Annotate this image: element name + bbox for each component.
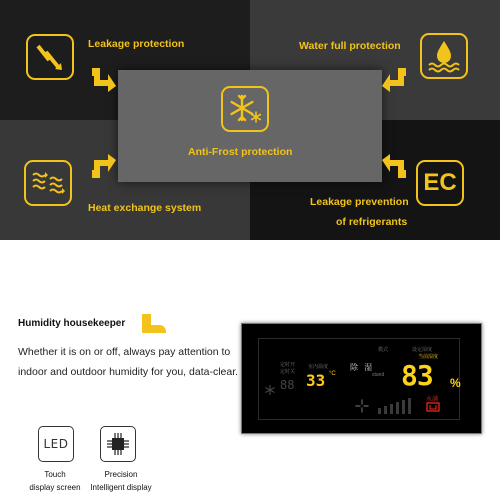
fan-icon — [355, 399, 369, 413]
display-indoor-temp-label: 室内温度 — [308, 364, 329, 370]
display-timer-label: 定时开 — [280, 362, 296, 368]
anti-frost-label: Anti-Frost protection — [188, 146, 293, 158]
snowflake-icon — [221, 86, 269, 132]
boot-icon — [140, 312, 168, 334]
heat-exchange-label: Heat exchange system — [88, 202, 202, 214]
display-temperature-unit: °C — [329, 371, 336, 377]
chip-icon — [100, 426, 136, 462]
arrow-bottom-left-icon — [90, 152, 118, 180]
heat-exchange-icon — [24, 160, 72, 206]
display-mode-text: 除 湿 — [350, 363, 375, 372]
feature-banner — [0, 0, 500, 240]
display-indoor-humidity-label: 当前湿度 — [418, 354, 439, 360]
water-tank-icon — [426, 402, 440, 412]
touch-display-label — [20, 468, 90, 494]
lightning-icon — [26, 34, 74, 80]
display-timer2-label: 定时关 — [280, 369, 296, 375]
ec-icon — [416, 160, 464, 206]
leakage-prevention-label-line1: Leakage prevention — [310, 196, 409, 208]
led-icon — [38, 426, 74, 462]
display-temperature: 33 — [306, 371, 326, 390]
water-drop-icon — [420, 33, 468, 79]
arrow-top-left-icon — [90, 66, 118, 94]
leakage-protection-label: Leakage protection — [88, 38, 185, 50]
humidity-description: Whether it is on or off, always pay attention to indoor and outdoor humidity for you, data-clear. — [18, 346, 239, 378]
arrow-top-right-icon — [380, 66, 408, 94]
led-icon-text: LED — [43, 437, 69, 451]
display-timer-digits: 88 — [280, 378, 295, 392]
device-display — [241, 323, 482, 434]
display-stand-label: stand — [372, 372, 385, 378]
ec-icon-text: EC — [423, 169, 457, 196]
humidity-housekeeper-title: Humidity housekeeper — [18, 318, 126, 329]
water-full-protection-label: Water full protection — [299, 40, 401, 52]
precision-label-line2: Intelligent display — [90, 483, 152, 492]
touch-label-line1: Touch — [44, 470, 66, 479]
snow-indicator-icon — [264, 384, 276, 396]
humidity-bar-graph — [376, 394, 416, 414]
display-water-full-label: 水满 — [426, 397, 439, 403]
precision-label-line1: Precision — [104, 470, 138, 479]
anti-frost-panel — [118, 70, 382, 182]
arrow-bottom-right-icon — [380, 152, 408, 180]
display-humidity-value: 83 — [401, 359, 433, 392]
touch-label-line2: display screen — [29, 483, 81, 492]
precision-display-label — [82, 468, 160, 494]
display-set-humidity-label: 设定湿度 — [412, 347, 433, 353]
leakage-prevention-label-line2: of refrigerants — [336, 216, 408, 228]
display-mode-label: 模式 — [378, 347, 389, 353]
display-humidity-unit: % — [450, 376, 461, 390]
